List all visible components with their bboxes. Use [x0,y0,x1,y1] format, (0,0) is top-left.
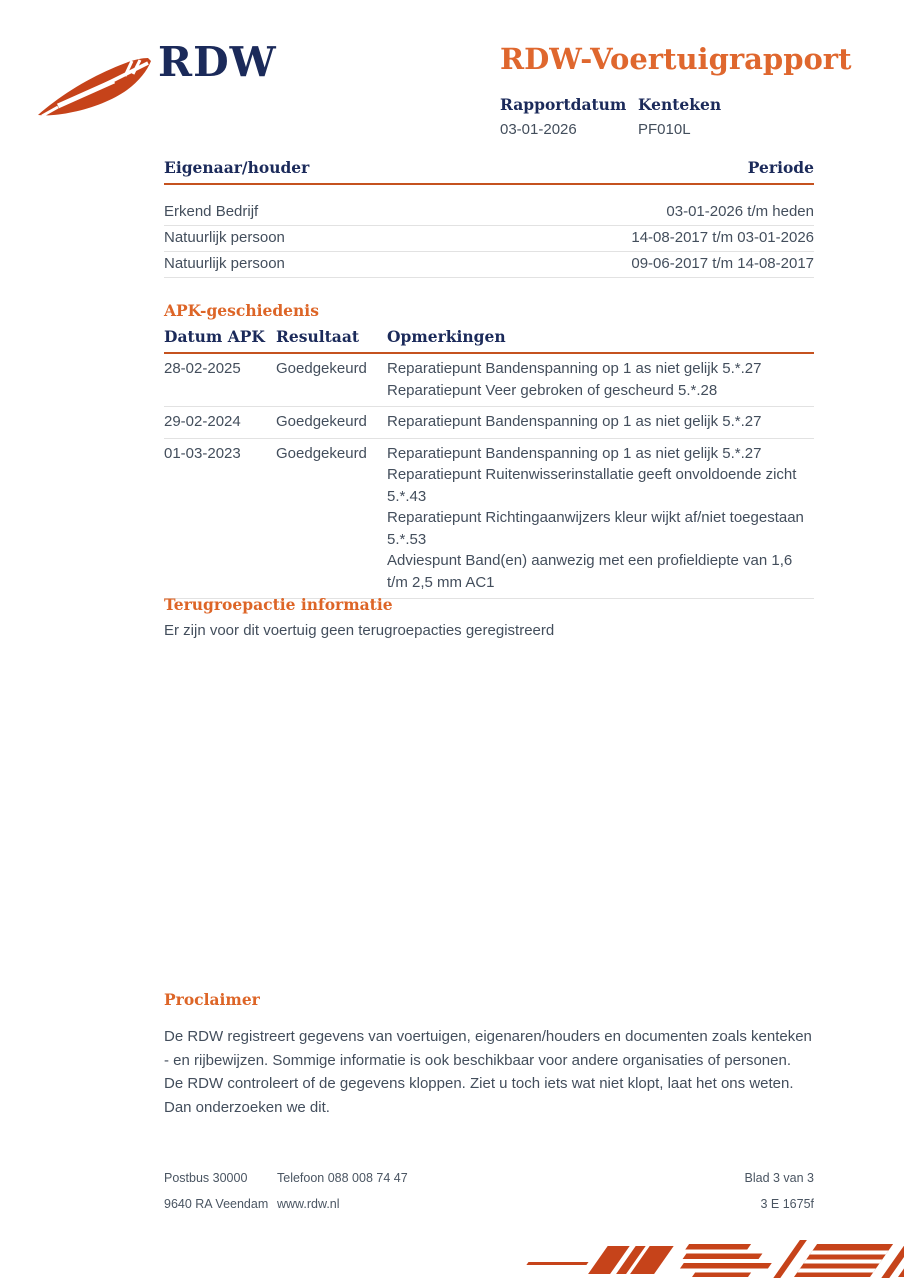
owner-periode: 14-08-2017 t/m 03-01-2026 [631,229,814,246]
owner-row [164,226,814,252]
apk-opmerkingen [387,443,814,594]
apk-section-heading: APK-geschiedenis [164,301,319,320]
kenteken-block [638,95,776,138]
footer-phone: Telefoon 088 008 74 47 [277,1171,408,1185]
apk-opmerking: Reparatiepunt Ruitenwisserinstallatie geeft onvoldoende zicht 5.*.43 [387,466,797,505]
rapportdatum-label: Rapportdatum [500,95,627,114]
footer-page-info [745,1171,815,1223]
proclaimer-section [164,990,814,1119]
owner-rows [164,200,814,278]
apk-table-row [164,354,814,407]
owner-periode: 03-01-2026 t/m heden [666,203,814,220]
rdw-wing-logo-icon [34,50,162,128]
report-title: RDW-Voertuigrapport [500,42,852,76]
apk-datum: 29-02-2024 [164,413,241,430]
owner-column-header: Eigenaar/houder [164,158,310,177]
apk-opmerking: Reparatiepunt Bandenspanning op 1 as niet gelijk 5.*.27 [387,413,762,430]
apk-column-resultaat: Resultaat [276,327,360,346]
apk-opmerking: Reparatiepunt Veer gebroken of gescheurd 5.*.28 [387,381,718,399]
footer-address-line-1: Postbus 30000 [164,1171,248,1185]
rapportdatum-block [500,95,638,138]
apk-datum: 28-02-2025 [164,360,241,377]
proclaimer-heading: Proclaimer [164,990,260,1009]
periode-column-header: Periode [747,158,814,177]
recall-section-heading: Terugroepactie informatie [164,595,393,614]
rdw-stripes-graphic-icon [520,1237,904,1280]
owner-periode: 09-06-2017 t/m 14-08-2017 [631,255,814,272]
owner-name: Erkend Bedrijf [164,203,259,220]
apk-resultaat: Goedgekeurd [276,360,367,377]
apk-table-header [164,327,814,354]
apk-opmerking: Adviespunt Band(en) aanwezig met een profieldiepte van 1,6 t/m 2,5 mm AC1 [387,552,793,591]
owner-row [164,252,814,278]
apk-datum: 01-03-2023 [164,444,241,462]
owner-name: Natuurlijk persoon [164,229,285,246]
apk-table-row [164,439,814,600]
page-footer [164,1171,814,1223]
rdw-logo-text: RDW [158,38,277,86]
apk-opmerkingen [387,411,814,433]
kenteken-label: Kenteken [638,95,722,114]
report-meta [500,95,776,138]
footer-contact [277,1171,745,1223]
footer-address [164,1171,277,1223]
apk-column-datum: Datum APK [164,327,265,346]
recall-text: Er zijn voor dit voertuig geen terugroepacties geregistreerd [164,622,555,639]
rapportdatum-value: 03-01-2026 [500,121,577,138]
apk-table-row [164,407,814,439]
recall-section [164,595,814,639]
owner-row [164,200,814,226]
apk-section [164,301,814,599]
kenteken-value: PF010L [638,121,691,138]
owner-section-header [164,158,814,185]
footer-address-line-2: 9640 RA Veendam [164,1197,269,1211]
owner-section [164,158,814,278]
apk-opmerking: Reparatiepunt Bandenspanning op 1 as niet gelijk 5.*.27 [387,444,762,462]
apk-opmerking: Reparatiepunt Bandenspanning op 1 as niet gelijk 5.*.27 [387,360,762,377]
owner-name: Natuurlijk persoon [164,255,285,272]
apk-opmerking: Reparatiepunt Richtingaanwijzers kleur wijkt af/niet toegestaan 5.*.53 [387,509,804,548]
apk-opmerkingen [387,358,814,401]
footer-page-number: Blad 3 van 3 [744,1171,814,1185]
footer-website: www.rdw.nl [277,1197,340,1211]
apk-resultaat: Goedgekeurd [276,444,367,462]
proclaimer-text: De RDW registreert gegevens van voertuigen, eigenaren/houders en documenten zoals kenteken - en rijbewijzen. Sommige informatie is ook beschikbaar voor andere organisaties of personen. De RDW controleert of de gegevens kloppen. Ziet u toch iets wat niet klopt, laat het ons weten. Dan onderzoeken we dit. [164,1028,812,1116]
apk-column-opmerkingen: Opmerkingen [387,327,506,346]
footer-doc-code: 3 E 1675f [760,1197,814,1211]
apk-resultaat: Goedgekeurd [276,413,367,430]
